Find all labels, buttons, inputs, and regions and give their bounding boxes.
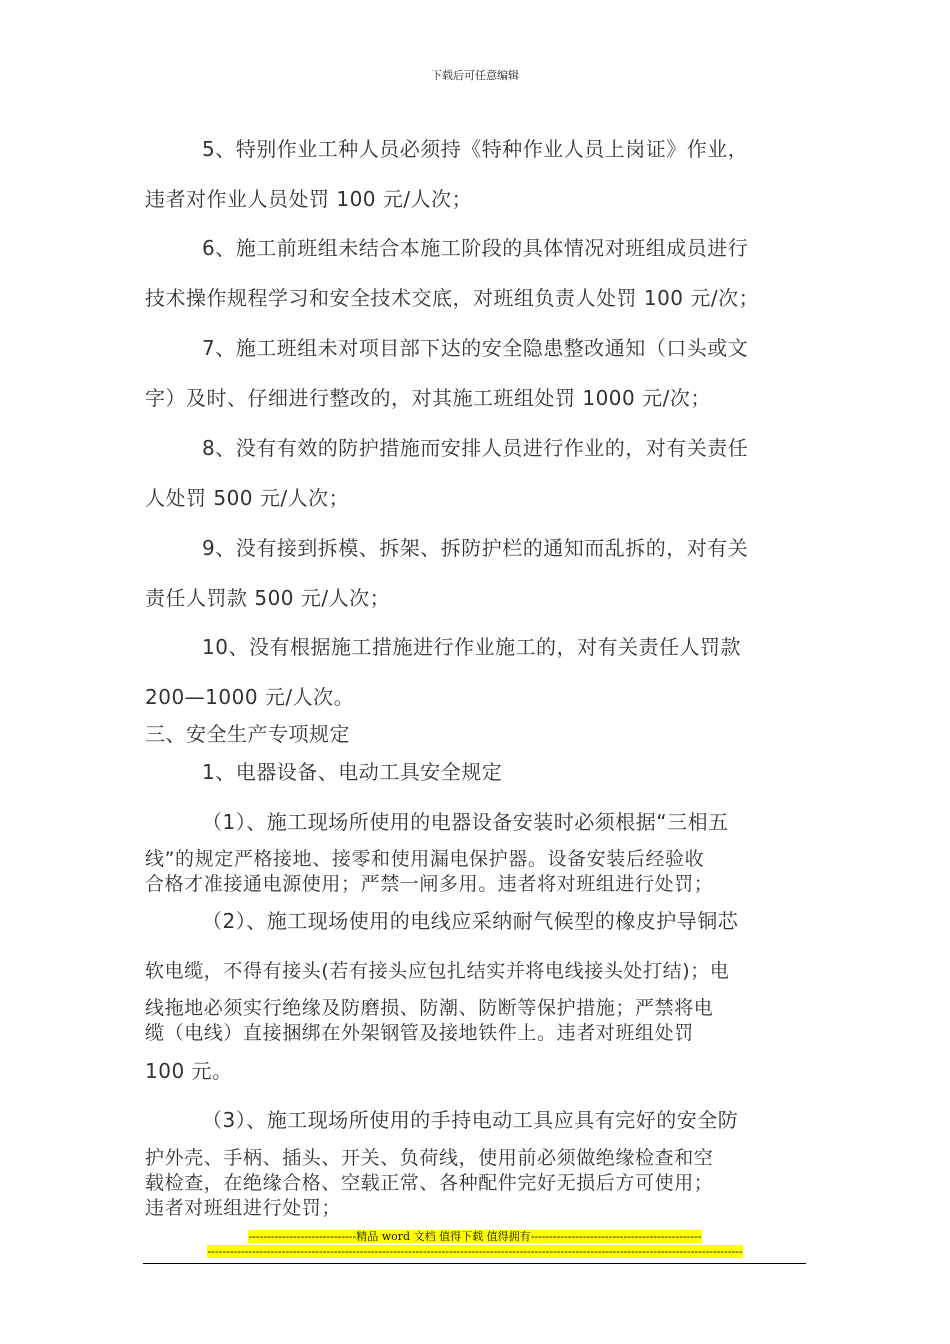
text-line: （3）、施工现场所使用的手持电动工具应具有完好的安全防 <box>202 1108 739 1132</box>
text-line: （2）、施工现场使用的电线应采纳耐气候型的橡皮护导铜芯 <box>202 909 739 933</box>
text-line: 责任人罚款 500 元/人次； <box>145 586 391 610</box>
text-line: 200—1000 元/人次。 <box>145 685 355 709</box>
footer-watermark-text: -----------------------------精品 word 文档 值得下载 值得拥有---------------------------------------------- <box>248 1230 702 1243</box>
text-line: 线拖地必须实行绝缘及防磨损、防潮、防断等保护措施；严禁将电 <box>145 997 714 1019</box>
footer-dash-line <box>0 1245 950 1259</box>
section-heading: 三、安全生产专项规定 <box>145 722 350 746</box>
text-line: 9、没有接到拆模、拆架、拆防护栏的通知而乱拆的，对有关 <box>202 536 749 560</box>
subsection-heading: 1、电器设备、电动工具安全规定 <box>202 760 503 784</box>
text-line: 合格才准接通电源使用；严禁一闸多用。违者将对班组进行处罚； <box>145 873 714 895</box>
text-line: 100 元。 <box>145 1059 233 1083</box>
text-line: 5、特别作业工种人员必须持《特种作业人员上岗证》作业， <box>202 137 749 161</box>
text-line: 违者对作业人员处罚 100 元/人次； <box>145 187 473 211</box>
page-header: 下载后可任意编辑 <box>431 69 519 82</box>
text-line: 载检查，在绝缘合格、空载正常、各种配件完好无损后方可使用； <box>145 1172 714 1194</box>
footer-watermark-line <box>0 1230 950 1244</box>
text-line: 技术操作规程学习和安全技术交底，对班组负责人处罚 100 元/次； <box>145 286 760 310</box>
text-line: 违者对班组进行处罚； <box>145 1197 342 1219</box>
text-line: 缆（电线）直接捆绑在外架钢管及接地铁件上。违者对班组处罚 <box>145 1022 694 1044</box>
footer-divider <box>143 1263 806 1264</box>
text-line: 护外壳、手柄、插头、开关、负荷线，使用前必须做绝缘检查和空 <box>145 1147 714 1169</box>
text-line: （1）、施工现场所使用的电器设备安装时必须根据“三相五 <box>202 810 729 834</box>
text-line: 8、没有有效的防护措施而安排人员进行作业的，对有关责任 <box>202 436 749 460</box>
text-line: 人处罚 500 元/人次； <box>145 486 350 510</box>
text-line: 软电缆，不得有接头(若有接头应包扎结实并将电线接头处打结)；电 <box>145 960 730 982</box>
text-line: 6、施工前班组未结合本施工阶段的具体情况对班组成员进行 <box>202 236 749 260</box>
text-line: 10、没有根据施工措施进行作业施工的，对有关责任人罚款 <box>202 635 741 659</box>
footer-dash-text: ------------------------------------------------------------------------------------------------------------------------------------------------ <box>207 1245 743 1258</box>
text-line: 线”的规定严格接地、接零和使用漏电保护器。设备安装后经验收 <box>145 848 705 870</box>
text-line: 字）及时、仔细进行整改的，对其施工班组处罚 1000 元/次； <box>145 386 711 410</box>
text-line: 7、施工班组未对项目部下达的安全隐患整改通知（口头或文 <box>202 336 749 360</box>
